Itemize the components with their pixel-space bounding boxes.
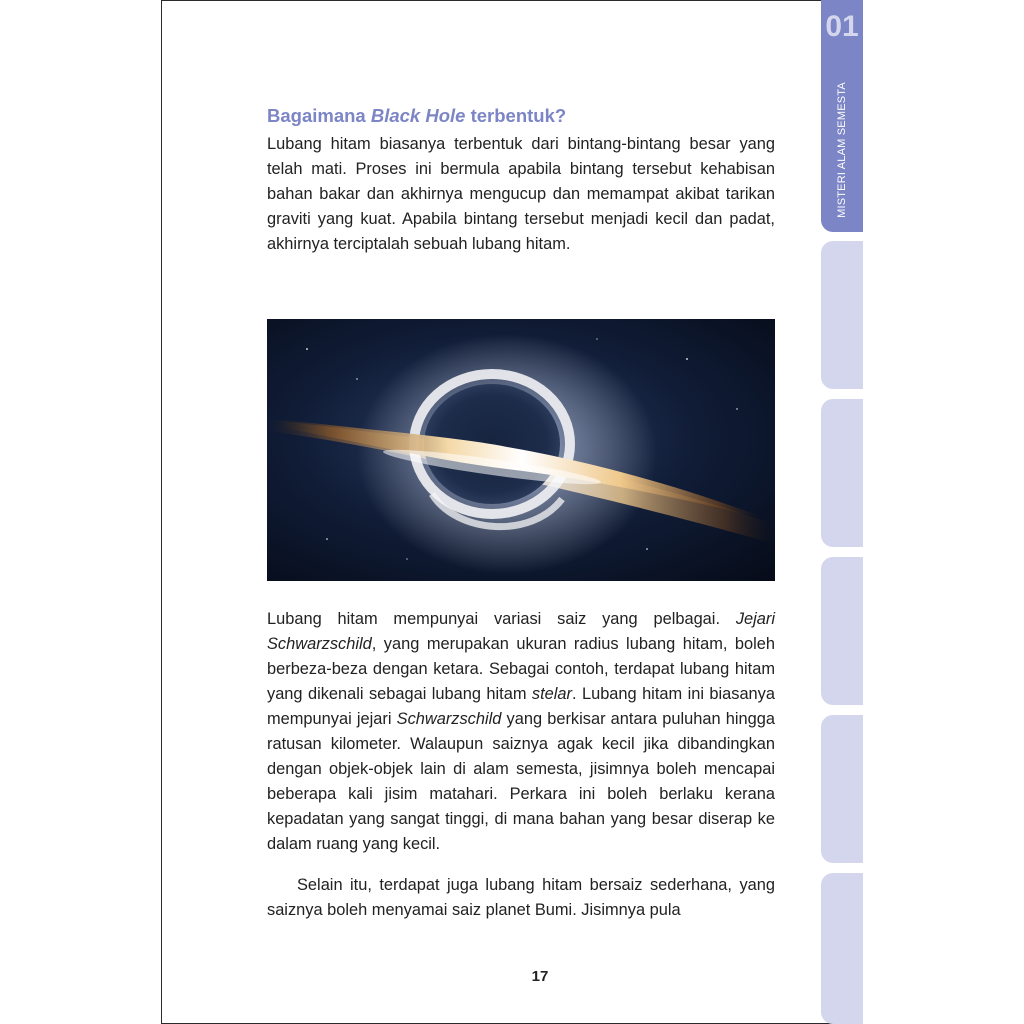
paragraph-2-italic-3: Schwarzschild bbox=[396, 710, 502, 728]
chapter-tab-3[interactable] bbox=[821, 399, 863, 547]
heading-suffix: terbentuk? bbox=[465, 105, 567, 126]
paragraph-2-italic-2: stelar bbox=[531, 685, 572, 703]
paragraph-2 bbox=[267, 607, 775, 857]
paragraph-3: Selain itu, terdapat juga lubang hitam bersaiz sederhana, yang saiznya boleh menyamai saiz planet Bumi. Jisimnya pula bbox=[267, 876, 775, 919]
chapter-label: MISTERI ALAM SEMESTA bbox=[836, 82, 848, 218]
heading-emphasis: Black Hole bbox=[370, 105, 466, 126]
section-heading bbox=[267, 104, 787, 128]
paragraph-2-text-2: , yang merupakan ukuran radius lubang hitam, boleh berbeza-beza dengan ketara. Sebagai contoh, terdapat lubang hitam yang dikenali sebagai lubang hitam bbox=[267, 635, 775, 703]
chapter-tab-5[interactable] bbox=[821, 715, 863, 863]
paragraph-2-text-1: Lubang hitam mempunyai variasi saiz yang pelbagai. bbox=[267, 610, 736, 628]
paragraph-2-text-4: yang berkisar antara puluhan hingga ratusan kilometer. Walaupun saiznya agak kecil jika dibandingkan dengan objek-objek lain di alam semesta, jisimnya boleh mencapai beberapa kali jisim matahari. Perkara ini boleh berlaku kerana kepadatan yang sangat tinggi, di mana bahan yang besar diserap ke dalam ruang yang kecil. bbox=[267, 710, 776, 853]
heading-prefix: Bagaimana bbox=[267, 105, 371, 126]
paragraph-2-text-3: . Lubang hitam ini biasanya mempunyai jejari bbox=[267, 685, 775, 728]
chapter-tab-4[interactable] bbox=[821, 557, 863, 705]
page-number: 17 bbox=[531, 968, 549, 985]
chapter-tab-6[interactable] bbox=[821, 873, 863, 1024]
chapter-tab-2[interactable] bbox=[821, 241, 863, 389]
paragraph-2-italic-1: Jejari Schwarzschild bbox=[267, 610, 775, 653]
chapter-number: 01 bbox=[825, 10, 859, 43]
paragraph-1: Lubang hitam biasanya terbentuk dari bintang-bintang besar yang telah mati. Proses ini bermula apabila bintang tersebut kehabisan bahan bakar dan akhirnya mengucup dan memampat akibat tarikan graviti yang kuat. Apabila bintang tersebut menjadi kecil dan padat, akhirnya terciptalah sebuah lubang hitam. bbox=[267, 135, 775, 253]
black-hole-image bbox=[267, 319, 775, 581]
